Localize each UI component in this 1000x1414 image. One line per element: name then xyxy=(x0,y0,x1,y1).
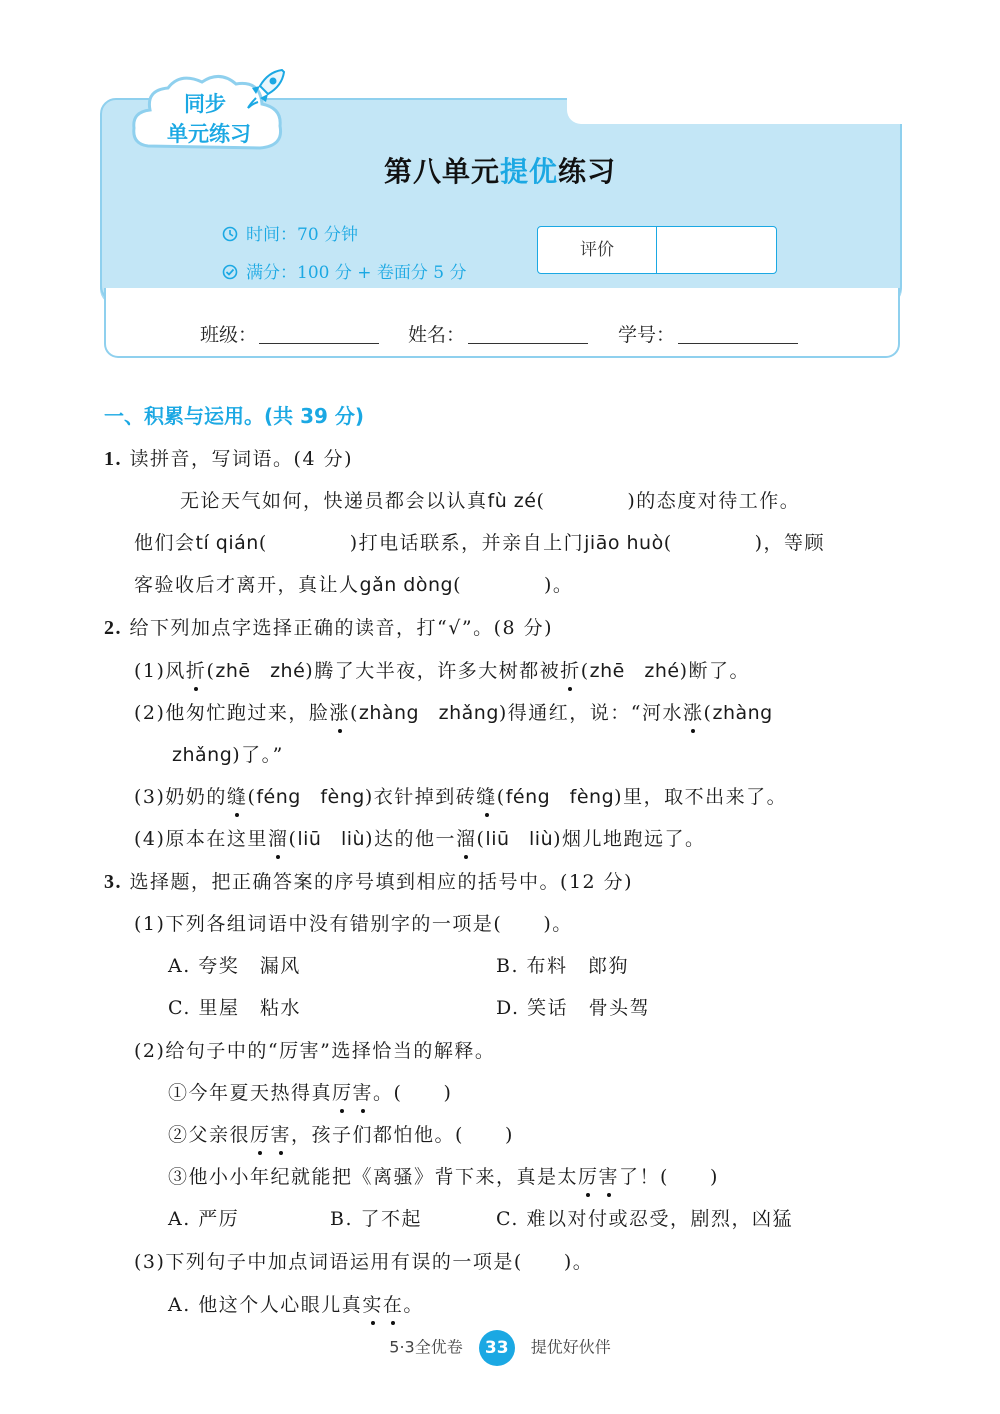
q3-part2-sentence3 xyxy=(168,1162,719,1189)
q2-item2 xyxy=(134,698,773,725)
answer-blank[interactable]: ，孩子们都怕他。( ) xyxy=(291,1124,514,1146)
text: 。 xyxy=(403,1294,424,1316)
pinyin-gandong: gǎn dòng xyxy=(359,574,454,596)
pinyin-choice[interactable]: liū liù xyxy=(485,828,554,850)
text: (3)奶奶的 xyxy=(134,786,227,808)
text: A. 他这个人心眼儿真 xyxy=(168,1294,363,1316)
q3-title xyxy=(104,867,633,894)
dotted-char: 涨 xyxy=(329,702,350,724)
check-circle-icon xyxy=(222,264,238,280)
q3-part1: (1)下列各组词语中没有错别字的一项是( )。 xyxy=(134,913,573,935)
pinyin-choice[interactable]: zhàng zhǎng xyxy=(358,702,499,724)
title-highlight: 提优 xyxy=(499,155,558,188)
pinyin-jiaohuo: jiāo huò xyxy=(584,532,664,554)
q1-line3 xyxy=(134,570,573,597)
text: ( xyxy=(206,660,216,682)
q3-part2-option-a[interactable]: A. 严厉 xyxy=(168,1208,240,1230)
text: ②父亲很 xyxy=(168,1124,251,1146)
q1-line1-text: 无论天气如何，快递员都会以认真 xyxy=(180,490,488,512)
q3-text: 选择题，把正确答案的序号填到相应的括号中。(12 分) xyxy=(129,871,634,893)
text: ( xyxy=(703,702,713,724)
dotted-char: 实 xyxy=(362,1294,383,1316)
q2-item2-cont xyxy=(172,740,284,767)
q1-line2-text: 他们会 xyxy=(134,532,196,554)
dotted-char: 厉 xyxy=(332,1082,353,1104)
dotted-char: 害 xyxy=(270,1124,292,1146)
title-prefix: 第八单元 xyxy=(383,155,500,188)
footer-right: 提优好伙伴 xyxy=(530,1337,611,1357)
evaluation-label: 评价 xyxy=(538,227,657,273)
pinyin-choice[interactable]: féng fèng xyxy=(256,786,365,808)
class-field[interactable] xyxy=(259,343,379,344)
unit-badge xyxy=(128,68,290,160)
q3-part2-sentence1 xyxy=(168,1078,452,1105)
score-text: 满分：100 分 + 卷面分 5 分 xyxy=(246,263,467,283)
score-row xyxy=(222,258,467,283)
text: ( xyxy=(476,828,486,850)
q1-line2 xyxy=(134,528,825,555)
class-label: 班级： xyxy=(200,324,258,346)
option-a[interactable]: A. 夸奖 漏风 xyxy=(168,955,301,977)
option-b[interactable]: B. 布料 郎狗 xyxy=(496,955,630,977)
q2-item4 xyxy=(134,824,706,851)
dotted-char: 溜 xyxy=(267,828,289,850)
text: )里，取不出来了。 xyxy=(614,786,788,808)
pinyin-choice[interactable]: zhàng xyxy=(712,702,773,724)
text: )腾了大半夜，许多大树都被 xyxy=(305,660,561,682)
text: ( xyxy=(580,660,590,682)
evaluation-box[interactable] xyxy=(537,226,777,274)
q1-line1 xyxy=(180,486,800,513)
dotted-char: 缝 xyxy=(476,786,497,808)
id-label: 学号： xyxy=(618,324,676,346)
option-d[interactable]: D. 笑话 骨头驾 xyxy=(496,997,651,1019)
q3-number: 3. xyxy=(104,871,122,893)
text: (4)原本在这里 xyxy=(134,828,268,850)
badge-line1: 同步 xyxy=(184,92,226,116)
section-heading: 一、积累与运用。(共 39 分) xyxy=(104,404,365,428)
header-tab-cut xyxy=(567,98,902,124)
q1-number: 1. xyxy=(104,448,122,470)
dotted-char: 害 xyxy=(352,1082,374,1104)
q1-title xyxy=(104,444,353,471)
q1-blank-3[interactable]: ( )，等顾 xyxy=(663,532,826,554)
name-label: 姓名： xyxy=(408,324,466,346)
text: ( xyxy=(288,828,298,850)
q1-blank-2[interactable]: ( )打电话联系，并亲自上门 xyxy=(258,532,585,554)
dotted-char: 厉 xyxy=(250,1124,271,1146)
text: (1)风 xyxy=(134,660,186,682)
q3-part2-option-b[interactable]: B. 了不起 xyxy=(330,1208,423,1230)
clock-icon xyxy=(222,226,238,242)
time-row xyxy=(222,220,358,245)
dotted-char: 涨 xyxy=(683,702,704,724)
pinyin-tiqian: tí qián xyxy=(195,532,259,554)
pinyin-choice[interactable]: féng fèng xyxy=(505,786,615,808)
page-number: 33 xyxy=(479,1330,515,1366)
text: ( xyxy=(349,702,359,724)
q3-part3: (3)下列句子中加点词语运用有误的一项是( )。 xyxy=(134,1251,594,1273)
q2-text: 给下列加点字选择正确的读音，打“√”。(8 分) xyxy=(129,617,554,639)
badge-line2: 单元练习 xyxy=(167,122,251,146)
q1-text: 读拼音，写词语。(4 分) xyxy=(129,448,354,470)
q1-blank-4[interactable]: ( )。 xyxy=(453,574,574,596)
pinyin-choice[interactable]: liū liù xyxy=(297,828,366,850)
q2-number: 2. xyxy=(104,617,122,639)
q3-part2-option-c[interactable]: C. 难以对付或忍受，剧烈，凶猛 xyxy=(496,1208,793,1230)
footer-left: 5·3全优卷 xyxy=(389,1337,463,1357)
pinyin-fuze: fù zé xyxy=(487,490,537,512)
dotted-char: 折 xyxy=(185,660,207,682)
text: (2)他匆忙跑过来，脸 xyxy=(134,702,330,724)
answer-blank[interactable]: 。( ) xyxy=(373,1082,453,1104)
page-title xyxy=(0,150,1000,190)
q3-part3-option-a[interactable] xyxy=(168,1290,424,1317)
text: ①今年夏天热得真 xyxy=(168,1082,333,1104)
q2-title xyxy=(104,613,553,640)
q2-item3 xyxy=(134,782,787,809)
pinyin-choice[interactable]: zhǎng xyxy=(172,744,233,766)
answer-blank[interactable]: 了！( ) xyxy=(619,1166,719,1188)
dotted-char: 害 xyxy=(598,1166,620,1188)
text: )了。” xyxy=(232,744,284,766)
pinyin-choice[interactable]: zhē zhé xyxy=(215,660,306,682)
q1-blank-1[interactable]: ( )的态度对待工作。 xyxy=(536,490,801,512)
text: )得通红，说：“河水 xyxy=(498,702,684,724)
text: )烟儿地跑远了。 xyxy=(553,828,706,850)
text: ( xyxy=(496,786,506,808)
text: ( xyxy=(247,786,257,808)
footer xyxy=(0,1330,1000,1366)
option-c[interactable]: C. 里屋 粘水 xyxy=(168,997,301,1019)
dotted-char: 缝 xyxy=(226,786,248,808)
dotted-char: 折 xyxy=(560,660,581,682)
time-text: 时间：70 分钟 xyxy=(246,225,359,245)
text: )衣针掉到砖 xyxy=(364,786,477,808)
q1-line3-text: 客验收后才离开，真让人 xyxy=(134,574,360,596)
text: )达的他一 xyxy=(365,828,456,850)
pinyin-choice[interactable]: zhē zhé xyxy=(589,660,680,682)
id-field[interactable] xyxy=(678,343,798,344)
name-field[interactable] xyxy=(468,343,588,344)
dotted-char: 溜 xyxy=(455,828,477,850)
text: )断了。 xyxy=(679,660,750,682)
dotted-char: 厉 xyxy=(578,1166,599,1188)
q2-item1 xyxy=(134,656,750,683)
q3-part2: (2)给句子中的“厉害”选择恰当的解释。 xyxy=(134,1040,496,1062)
title-suffix: 练习 xyxy=(558,155,617,188)
text: ③他小小年纪就能把《离骚》背下来，真是太 xyxy=(168,1166,579,1188)
dotted-char: 在 xyxy=(382,1294,404,1316)
q3-part2-sentence2 xyxy=(168,1120,514,1147)
